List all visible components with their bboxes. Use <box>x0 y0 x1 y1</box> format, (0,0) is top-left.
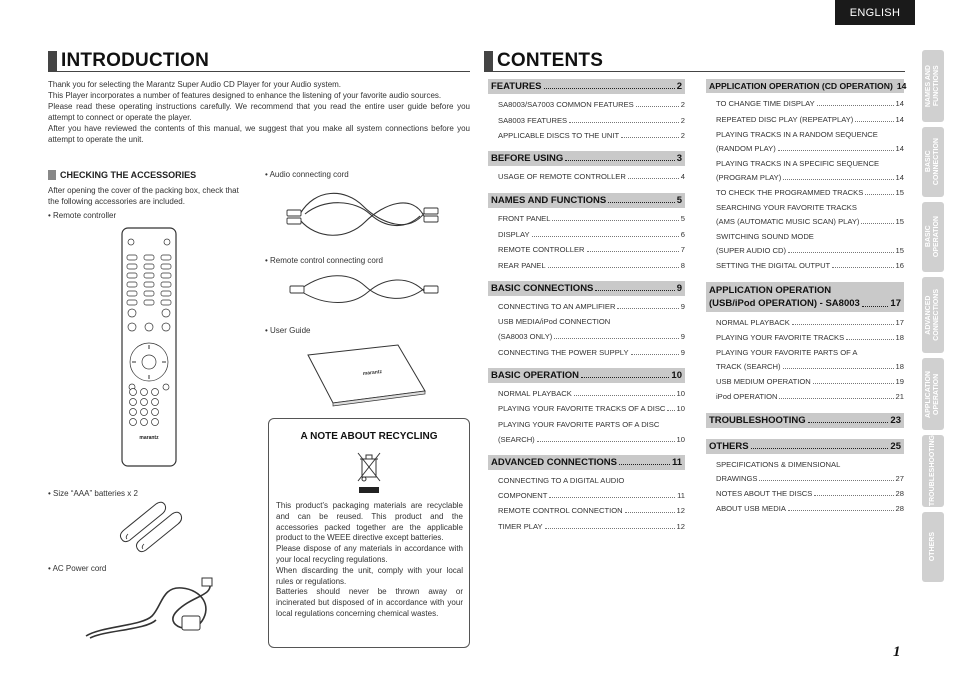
page-number: 1 <box>893 644 901 660</box>
toc-page: 12 <box>676 506 685 515</box>
toc-item-label: (SUPER AUDIO CD) <box>716 245 787 255</box>
intro-paragraph: Thank you for selecting the Marantz Super Audio CD Player for your Audio system. <box>48 80 342 89</box>
toc-item-label: NORMAL PLAYBACK <box>716 317 790 327</box>
item-remote-label: • Remote controller <box>48 211 117 220</box>
toc-page: 15 <box>895 216 904 226</box>
toc-heading-label: BEFORE USING <box>491 153 564 164</box>
toc-heading-label: ADVANCED CONNECTIONS <box>491 456 617 468</box>
recycling-note-body <box>276 501 463 620</box>
item-remote-cord-label: • Remote control connecting cord <box>265 256 383 265</box>
intro-paragraph: After you have reviewed the contents of this manual, we suggest that you make all system connections before you attempt to operate the unit. <box>48 123 470 144</box>
remote-controller-image <box>121 227 177 467</box>
toc-item-label: SA8003/SA7003 COMMON FEATURES <box>498 100 634 109</box>
side-tab-basic-operation[interactable] <box>922 202 944 272</box>
toc-page: 14 <box>895 99 904 108</box>
intro-paragraph: This Player incorporates a number of features designed to enhance the listening of your favorite audio sources. <box>48 90 442 100</box>
toc-item-pre: PLAYING YOUR FAVORITE PARTS OF A DISC <box>498 419 660 429</box>
toc-item[interactable] <box>488 348 685 357</box>
toc-page: 15 <box>895 187 904 197</box>
toc-page: 3 <box>676 153 682 164</box>
user-guide-image <box>303 343 428 405</box>
toc-item-label: FRONT PANEL <box>498 214 551 223</box>
toc-item[interactable] <box>706 99 904 108</box>
batteries-image <box>118 500 186 550</box>
toc-item[interactable] <box>706 115 904 124</box>
toc-item-label: TO CHANGE TIME DISPLAY <box>716 99 815 108</box>
remote-cord-image <box>290 270 440 310</box>
toc-item-label: SETTING THE DIGITAL OUTPUT <box>716 260 831 270</box>
side-tab-label: BASIC OPERATION <box>925 216 940 258</box>
toc-page: 2 <box>680 115 685 125</box>
toc-page: 4 <box>680 172 685 181</box>
intro-title: INTRODUCTION <box>61 49 210 71</box>
recycling-paragraph: When discarding the unit, comply with your local rules or regulations. <box>276 565 463 586</box>
intro-heading <box>48 50 470 72</box>
toc-item[interactable] <box>706 377 904 386</box>
toc-item-pre: USB MEDIA/iPod CONNECTION <box>498 317 611 326</box>
toc-page: 9 <box>676 282 682 294</box>
toc-item[interactable] <box>488 389 685 398</box>
toc-item-label: DRAWINGS <box>716 473 758 483</box>
accessories-heading-label: CHECKING THE ACCESSORIES <box>60 170 197 180</box>
toc-item-label: REMOTE CONTROL CONNECTION <box>498 506 623 515</box>
toc-page: 16 <box>895 260 904 270</box>
toc-page: 27 <box>895 473 904 483</box>
toc-page: 5 <box>680 214 685 223</box>
toc-heading-advanced-connections[interactable] <box>488 455 685 470</box>
language-tab[interactable]: ENGLISH <box>835 0 915 25</box>
toc-item[interactable] <box>488 522 685 531</box>
toc-item[interactable] <box>488 100 685 109</box>
toc-item-pre: PLAYING TRACKS IN A RANDOM SEQUENCE <box>716 129 878 139</box>
toc-heading-label: APPLICATION OPERATION (CD OPERATION) <box>709 81 893 91</box>
toc-page: 21 <box>895 391 904 401</box>
toc-item-label: PLAYING YOUR FAVORITE TRACKS <box>716 332 845 342</box>
toc-heading-label: (USB/iPod OPERATION) - SA8003 <box>709 297 860 309</box>
item-batteries-label: • Size “AAA” batteries x 2 <box>48 489 138 498</box>
side-tab-label: NAMES AND FUNCTIONS <box>925 64 940 108</box>
toc-page: 23 <box>890 414 901 426</box>
toc-item[interactable] <box>488 230 685 239</box>
toc-item[interactable] <box>706 144 904 153</box>
side-tab-advanced-connections[interactable] <box>922 277 944 353</box>
recycling-paragraph: Please dispose of any materials in accordance with your local recycling regulations. <box>276 544 463 564</box>
intro-paragraphs <box>48 80 470 145</box>
toc-heading-label: BASIC OPERATION <box>491 369 579 381</box>
toc-page: 11 <box>671 456 682 468</box>
toc-item-label: REPEATED DISC PLAY (REPEATPLAY) <box>716 114 854 124</box>
side-tab-others[interactable] <box>922 512 944 582</box>
item-audio-cord-label: • Audio connecting cord <box>265 170 349 179</box>
toc-page: 10 <box>676 404 685 413</box>
toc-page: 9 <box>680 301 685 311</box>
toc-item-label: USAGE OF REMOTE CONTROLLER <box>498 172 626 181</box>
toc-item[interactable] <box>488 506 685 515</box>
toc-heading-before-using[interactable] <box>488 151 685 166</box>
toc-heading-features[interactable] <box>488 79 685 94</box>
heading-marker <box>48 170 56 180</box>
item-ac-cord-label: • AC Power cord <box>48 564 107 573</box>
intro-paragraph: Please read these operating instructions carefully. We recommend that you read the entire user guide before you attempt to connect or operate the player. <box>48 101 470 122</box>
toc-heading-app-usb[interactable] <box>706 282 904 312</box>
side-tab-label: TROUBLESHOOTING <box>929 435 936 507</box>
contents-title: CONTENTS <box>497 49 604 71</box>
toc-page: 5 <box>676 195 682 206</box>
toc-item[interactable] <box>706 392 904 401</box>
toc-item-pre: PLAYING YOUR FAVORITE PARTS OF A <box>716 347 858 357</box>
toc-item[interactable] <box>488 435 685 444</box>
toc-item[interactable] <box>706 504 904 513</box>
toc-page: 14 <box>895 114 904 124</box>
side-tab-troubleshooting[interactable] <box>922 435 944 507</box>
toc-item-pre: SEARCHING YOUR FAVORITE TRACKS <box>716 202 857 212</box>
weee-bin-icon <box>355 451 383 495</box>
toc-right-column <box>706 79 907 513</box>
user-guide-brand-logo: marantz <box>362 369 383 377</box>
accessories-text: After opening the cover of the packing box, check that the following accessories are included. <box>48 186 239 206</box>
recycling-paragraph: This product’s packaging materials are recyclable and can be reused. This product and the accessories packed together are the applicable product to the WEEE directive except batteries. <box>276 501 463 543</box>
toc-page: 2 <box>676 81 682 92</box>
toc-page: 14 <box>895 143 904 153</box>
toc-item-label: (SA8003 ONLY) <box>498 332 553 341</box>
toc-heading-basic-operation[interactable] <box>488 368 685 383</box>
toc-item[interactable] <box>488 404 685 413</box>
toc-item-pre: PLAYING TRACKS IN A SPECIFIC SEQUENCE <box>716 158 880 168</box>
toc-heading-label: FEATURES <box>491 81 542 92</box>
toc-item-pre: SWITCHING SOUND MODE <box>716 231 814 241</box>
toc-page: 14 <box>895 172 904 182</box>
toc-item[interactable] <box>706 474 904 483</box>
toc-item[interactable] <box>706 173 904 182</box>
side-tab-basic-connection[interactable] <box>922 127 944 197</box>
toc-page: 28 <box>895 503 904 513</box>
toc-item-label: (SEARCH) <box>498 434 535 444</box>
toc-page: 18 <box>895 332 904 342</box>
toc-item-label: REMOTE CONTROLLER <box>498 245 585 254</box>
toc-page: 14 <box>896 81 907 91</box>
toc-item-label: NOTES ABOUT THE DISCS <box>716 488 813 498</box>
toc-item-label: SA8003 FEATURES <box>498 115 568 125</box>
toc-page: 9 <box>680 332 685 341</box>
toc-heading-app-cd[interactable] <box>706 79 907 93</box>
toc-item-pre: SPECIFICATIONS & DIMENSIONAL <box>716 459 841 469</box>
side-tab-application-operation[interactable] <box>922 358 944 430</box>
toc-page: 9 <box>680 347 685 357</box>
toc-page: 7 <box>680 245 685 254</box>
ac-power-cord-image <box>82 576 232 642</box>
item-user-guide-label: • User Guide <box>265 326 311 335</box>
accessories-heading <box>48 170 196 180</box>
side-tab-label: BASIC CONNECTION <box>925 138 940 186</box>
toc-item[interactable] <box>488 131 685 140</box>
remote-brand-logo: marantz <box>139 435 159 441</box>
toc-item[interactable] <box>706 217 904 226</box>
toc-item-label: COMPONENT <box>498 490 548 500</box>
heading-marker <box>484 51 493 71</box>
toc-item-label: TIMER PLAY <box>498 521 543 531</box>
side-tab-names-functions[interactable] <box>922 50 944 122</box>
toc-item[interactable] <box>706 362 904 371</box>
side-tab-label: OTHERS <box>929 532 936 562</box>
toc-item[interactable] <box>488 116 685 125</box>
toc-item[interactable] <box>488 332 685 341</box>
contents-heading <box>484 50 905 72</box>
side-tab-label: ADVANCED CONNECTIONS <box>925 289 940 341</box>
toc-page: 17 <box>890 297 901 309</box>
recycling-note-title: A NOTE ABOUT RECYCLING <box>300 431 438 442</box>
toc-page: 18 <box>895 361 904 371</box>
toc-heading-label: APPLICATION OPERATION <box>709 284 832 296</box>
toc-item-label: CONNECTING TO AN AMPLIFIER <box>498 301 616 311</box>
toc-item-label: CONNECTING THE POWER SUPPLY <box>498 347 629 357</box>
toc-item[interactable] <box>706 261 904 270</box>
toc-page: 28 <box>895 488 904 498</box>
toc-page: 2 <box>680 131 685 140</box>
toc-item-label: (AMS (AUTOMATIC MUSIC SCAN) PLAY) <box>716 216 860 226</box>
toc-item[interactable] <box>706 246 904 255</box>
side-tab-label: APPLICATION OPERATION <box>925 370 940 418</box>
toc-item[interactable] <box>488 261 685 270</box>
audio-cord-image <box>285 186 440 241</box>
toc-item-label: (RANDOM PLAY) <box>716 143 776 153</box>
toc-item[interactable] <box>488 245 685 254</box>
toc-item-label: TRACK (SEARCH) <box>716 361 781 371</box>
toc-page: 10 <box>676 388 685 398</box>
toc-page: 12 <box>676 521 685 531</box>
toc-page: 15 <box>895 245 904 255</box>
toc-item-label: ABOUT USB MEDIA <box>716 503 786 513</box>
toc-heading-label: TROUBLESHOOTING <box>709 414 806 426</box>
toc-item-pre: CONNECTING TO A DIGITAL AUDIO <box>498 475 625 485</box>
toc-heading-label: NAMES AND FUNCTIONS <box>491 195 607 206</box>
toc-item[interactable] <box>488 172 685 181</box>
toc-page: 10 <box>671 369 682 381</box>
toc-item[interactable] <box>706 188 904 197</box>
toc-item-label: DISPLAY <box>498 229 530 239</box>
toc-item[interactable] <box>706 333 904 342</box>
toc-page: 17 <box>895 317 904 327</box>
toc-page: 25 <box>890 440 901 452</box>
toc-item-label: USB MEDIUM OPERATION <box>716 376 811 386</box>
toc-left-column <box>488 79 685 531</box>
toc-page: 11 <box>677 490 685 500</box>
heading-marker <box>48 51 57 71</box>
toc-item-label: PLAYING YOUR FAVORITE TRACKS OF A DISC <box>498 404 666 413</box>
toc-item-label: NORMAL PLAYBACK <box>498 388 572 398</box>
toc-heading-troubleshooting[interactable] <box>706 413 904 428</box>
toc-page: 8 <box>680 260 685 270</box>
toc-item-label: APPLICABLE DISCS TO THE UNIT <box>498 131 620 140</box>
recycling-note-box <box>268 418 470 648</box>
toc-item-label: TO CHECK THE PROGRAMMED TRACKS <box>716 187 864 197</box>
toc-heading-basic-connections[interactable] <box>488 281 685 296</box>
toc-page: 2 <box>680 100 685 109</box>
toc-item[interactable] <box>488 491 685 500</box>
recycling-paragraph: Batteries should never be thrown away or incinerated but disposed of in accordance with your local regulations concerning chemical wastes. <box>276 587 463 618</box>
toc-heading-names-and-functions[interactable] <box>488 193 685 208</box>
toc-item[interactable] <box>706 489 904 498</box>
toc-heading-others[interactable] <box>706 439 904 454</box>
toc-item-label: iPod OPERATION <box>716 391 778 401</box>
toc-page: 19 <box>895 376 904 386</box>
toc-item-label: REAR PANEL <box>498 260 546 270</box>
toc-item[interactable] <box>706 318 904 327</box>
toc-page: 10 <box>676 434 685 444</box>
toc-item[interactable] <box>488 302 685 311</box>
toc-item[interactable] <box>488 214 685 223</box>
toc-item-label: (PROGRAM PLAY) <box>716 172 782 182</box>
toc-heading-label: BASIC CONNECTIONS <box>491 282 594 294</box>
toc-heading-label: OTHERS <box>709 440 749 452</box>
toc-page: 6 <box>680 229 685 239</box>
